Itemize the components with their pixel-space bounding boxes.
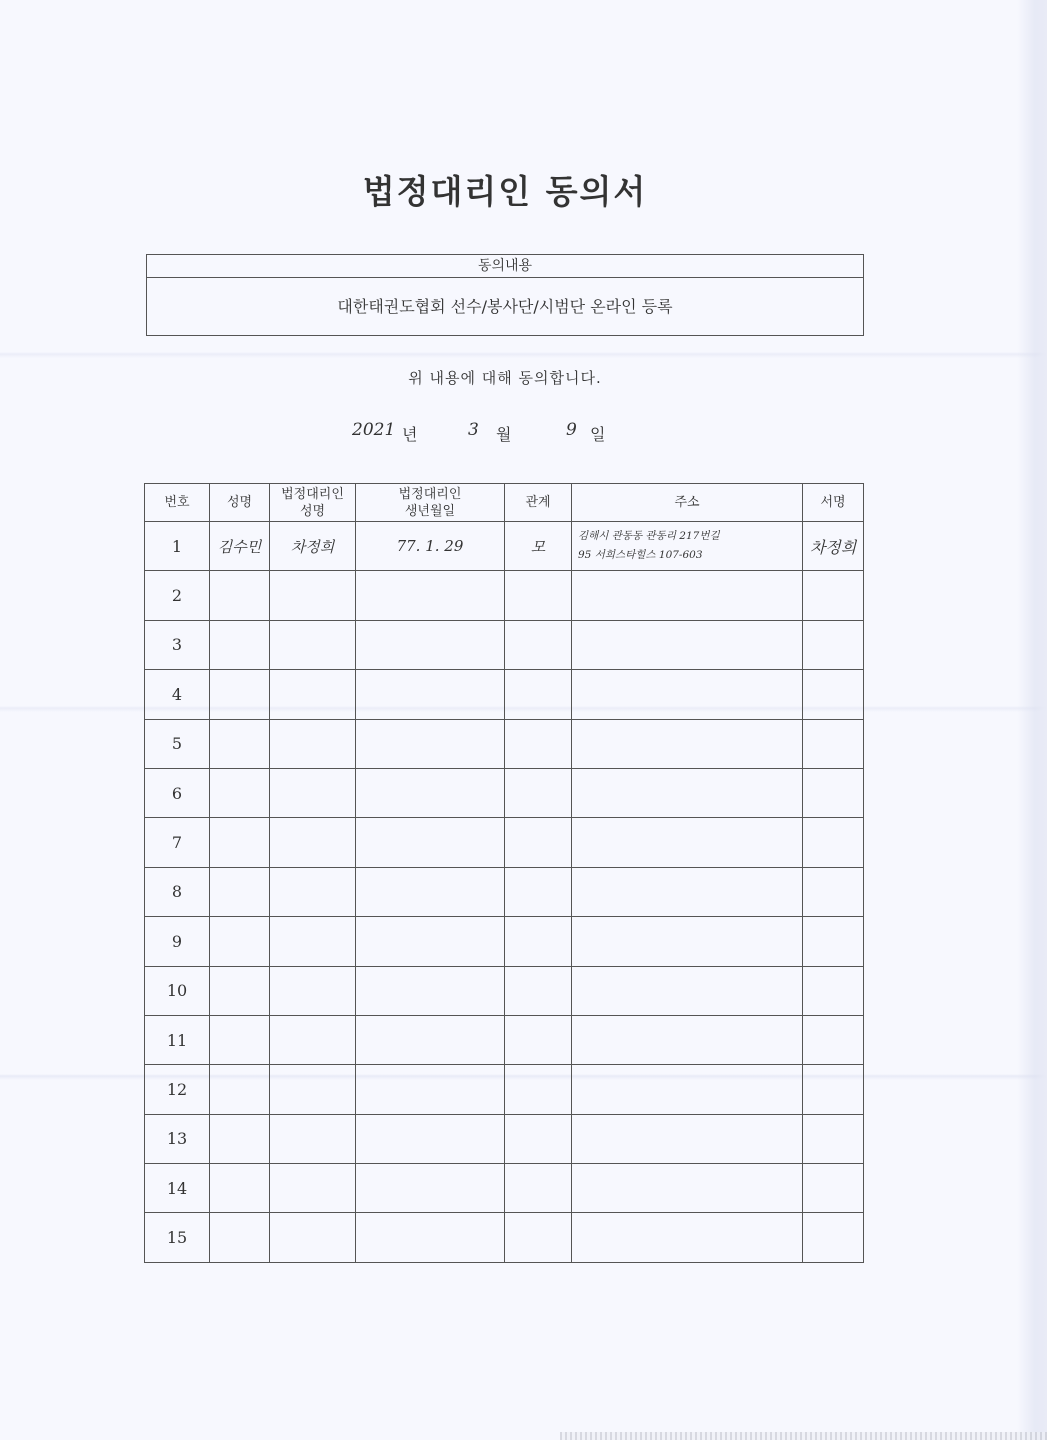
row-guardian-name xyxy=(270,966,356,1015)
row-relation xyxy=(505,917,572,966)
row-name xyxy=(210,917,270,966)
row-address xyxy=(572,1213,803,1263)
table-row xyxy=(145,670,864,719)
row-number: 15 xyxy=(145,1213,210,1263)
row-number: 4 xyxy=(145,670,210,719)
header-guardian-birth-line2: 생년월일 xyxy=(404,503,456,519)
row-guardian-birth xyxy=(356,620,505,669)
date-year: 2021 xyxy=(352,420,396,440)
row-number: 13 xyxy=(145,1114,210,1163)
row-address xyxy=(572,818,803,867)
date-day-unit: 일 xyxy=(590,425,606,444)
table-row xyxy=(145,917,864,966)
row-number: 1 xyxy=(145,522,210,571)
table-row xyxy=(145,818,864,867)
consent-header: 동의내용 xyxy=(147,255,863,278)
row-relation xyxy=(505,1114,572,1163)
row-number: 8 xyxy=(145,867,210,916)
table-row xyxy=(145,1164,864,1213)
row-signature xyxy=(803,966,864,1015)
header-guardian-birth xyxy=(356,484,505,522)
table-row xyxy=(145,620,864,669)
row-address-line2: 95 서희스타힐스 107-603 xyxy=(578,549,703,562)
row-address xyxy=(572,571,803,620)
row-guardian-birth xyxy=(356,1015,505,1064)
row-address xyxy=(572,620,803,669)
row-guardian-birth xyxy=(356,867,505,916)
row-relation xyxy=(505,1065,572,1114)
row-signature xyxy=(803,818,864,867)
row-name xyxy=(210,1015,270,1064)
row-number: 9 xyxy=(145,917,210,966)
table-row xyxy=(145,719,864,768)
row-address xyxy=(572,966,803,1015)
table-row xyxy=(145,768,864,817)
row-relation: 모 xyxy=(505,522,572,571)
header-name: 성명 xyxy=(210,484,270,522)
row-guardian-birth: 77. 1. 29 xyxy=(356,522,505,571)
row-name xyxy=(210,670,270,719)
row-signature xyxy=(803,917,864,966)
header-guardian-name xyxy=(270,484,356,522)
row-number: 3 xyxy=(145,620,210,669)
row-guardian-birth xyxy=(356,1114,505,1163)
row-guardian-birth xyxy=(356,1213,505,1263)
row-name xyxy=(210,1213,270,1263)
row-number: 7 xyxy=(145,818,210,867)
row-address xyxy=(572,1164,803,1213)
row-guardian-name xyxy=(270,1065,356,1114)
row-name xyxy=(210,719,270,768)
row-name xyxy=(210,1164,270,1213)
table-row xyxy=(145,966,864,1015)
row-guardian-name xyxy=(270,1015,356,1064)
row-address xyxy=(572,719,803,768)
row-name xyxy=(210,1114,270,1163)
row-signature: 차정희 xyxy=(803,522,864,571)
row-guardian-name xyxy=(270,1164,356,1213)
row-signature xyxy=(803,1213,864,1263)
header-signature: 서명 xyxy=(803,484,864,522)
row-guardian-birth xyxy=(356,917,505,966)
row-relation xyxy=(505,1213,572,1263)
header-guardian-birth-line1: 법정대리인 xyxy=(398,486,462,502)
row-guardian-name xyxy=(270,670,356,719)
row-relation xyxy=(505,620,572,669)
row-guardian-birth xyxy=(356,966,505,1015)
row-signature xyxy=(803,1114,864,1163)
table-row xyxy=(145,1065,864,1114)
row-number: 5 xyxy=(145,719,210,768)
row-signature xyxy=(803,571,864,620)
scan-artifact-strip xyxy=(560,1432,1047,1440)
row-signature xyxy=(803,867,864,916)
date-month: 3 xyxy=(468,420,479,440)
row-guardian-name xyxy=(270,1114,356,1163)
date-day: 9 xyxy=(566,420,577,440)
row-signature xyxy=(803,620,864,669)
date-year-unit: 년 xyxy=(402,425,418,444)
row-address xyxy=(572,768,803,817)
row-guardian-name xyxy=(270,1213,356,1263)
row-address xyxy=(572,522,803,571)
row-name xyxy=(210,966,270,1015)
row-address xyxy=(572,1015,803,1064)
paper-edge-shadow xyxy=(1017,0,1047,1440)
header-guardian-name-line2: 성명 xyxy=(299,503,326,519)
row-name xyxy=(210,867,270,916)
row-relation xyxy=(505,768,572,817)
table-row xyxy=(145,522,864,571)
row-relation xyxy=(505,818,572,867)
table-row xyxy=(145,1114,864,1163)
row-number: 6 xyxy=(145,768,210,817)
header-relation: 관계 xyxy=(505,484,572,522)
row-guardian-name: 차정희 xyxy=(270,522,356,571)
header-address: 주소 xyxy=(572,484,803,522)
guardian-table xyxy=(144,483,864,1263)
row-relation xyxy=(505,966,572,1015)
table-body xyxy=(145,522,864,1263)
consent-body: 대한태권도협회 선수/봉사단/시범단 온라인 등록 xyxy=(337,297,673,316)
table-row xyxy=(145,1213,864,1263)
row-relation xyxy=(505,670,572,719)
header-guardian-name-line1: 법정대리인 xyxy=(281,486,344,502)
row-guardian-name xyxy=(270,719,356,768)
row-signature xyxy=(803,1015,864,1064)
row-name xyxy=(210,571,270,620)
row-address-line1: 김해시 관동동 관동리 217번길 xyxy=(578,530,720,543)
row-name: 김수민 xyxy=(210,522,270,571)
row-guardian-birth xyxy=(356,1164,505,1213)
document-title: 법정대리인 동의서 xyxy=(362,172,648,211)
row-guardian-birth xyxy=(356,818,505,867)
row-address xyxy=(572,867,803,916)
row-number: 11 xyxy=(145,1015,210,1064)
row-name xyxy=(210,620,270,669)
row-guardian-name xyxy=(270,768,356,817)
row-name xyxy=(210,818,270,867)
date-line xyxy=(0,418,1047,448)
header-number: 번호 xyxy=(145,484,210,522)
agreement-text: 위 내용에 대해 동의합니다. xyxy=(408,369,602,387)
row-name xyxy=(210,768,270,817)
row-address xyxy=(572,1114,803,1163)
row-number: 10 xyxy=(145,966,210,1015)
row-signature xyxy=(803,719,864,768)
row-signature xyxy=(803,670,864,719)
row-number: 2 xyxy=(145,571,210,620)
row-guardian-name xyxy=(270,917,356,966)
row-guardian-birth xyxy=(356,1065,505,1114)
row-relation xyxy=(505,1164,572,1213)
table-row xyxy=(145,571,864,620)
consent-box xyxy=(146,254,864,336)
row-address xyxy=(572,1065,803,1114)
row-relation xyxy=(505,571,572,620)
row-relation xyxy=(505,1015,572,1064)
row-guardian-birth xyxy=(356,768,505,817)
row-guardian-name xyxy=(270,818,356,867)
table-header-row xyxy=(145,484,864,522)
row-guardian-birth xyxy=(356,670,505,719)
row-signature xyxy=(803,1164,864,1213)
row-guardian-birth xyxy=(356,719,505,768)
row-address xyxy=(572,917,803,966)
row-relation xyxy=(505,719,572,768)
table-row xyxy=(145,1015,864,1064)
row-guardian-birth xyxy=(356,571,505,620)
date-month-unit: 월 xyxy=(496,425,512,444)
row-guardian-name xyxy=(270,620,356,669)
row-number: 14 xyxy=(145,1164,210,1213)
table-row xyxy=(145,867,864,916)
row-number: 12 xyxy=(145,1065,210,1114)
row-signature xyxy=(803,768,864,817)
row-signature xyxy=(803,1065,864,1114)
row-address xyxy=(572,670,803,719)
row-relation xyxy=(505,867,572,916)
row-name xyxy=(210,1065,270,1114)
row-guardian-name xyxy=(270,571,356,620)
row-guardian-name xyxy=(270,867,356,916)
